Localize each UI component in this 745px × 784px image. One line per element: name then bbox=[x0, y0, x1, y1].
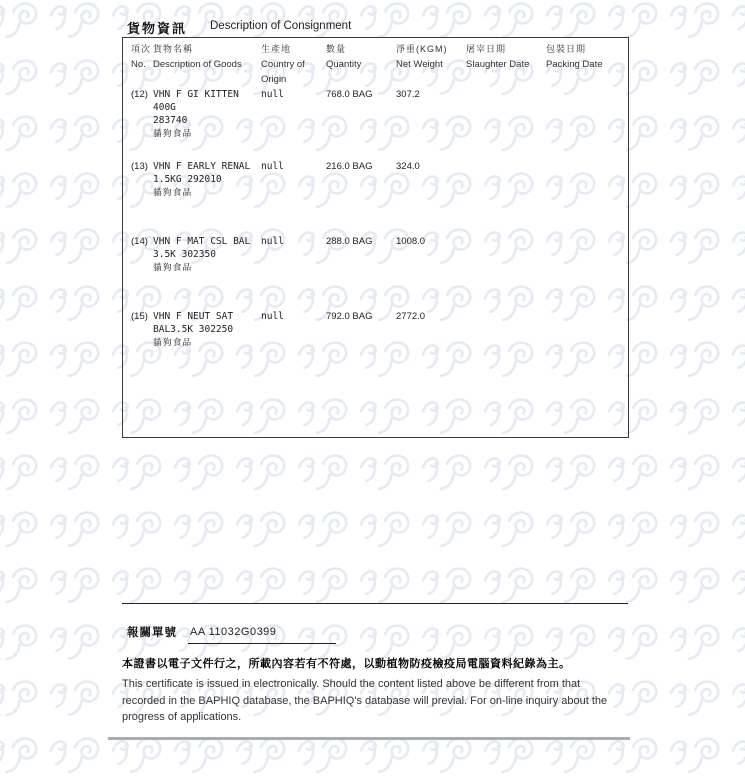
row-net-weight: 2772.0 bbox=[396, 311, 426, 322]
declaration-number-underline bbox=[188, 643, 336, 644]
row-quantity: 288.0 BAG bbox=[326, 236, 373, 247]
row-net-weight: 1008.0 bbox=[396, 236, 426, 247]
header-no bbox=[131, 43, 151, 71]
header-quantity-en: Quantity bbox=[326, 59, 362, 70]
goods-line3-zh: 貓狗食品 bbox=[153, 129, 193, 139]
row-net-weight: 307.2 bbox=[396, 89, 420, 100]
section-title-zh: 貨物資訊 bbox=[127, 21, 188, 36]
goods-line1: VHN F MAT CSL BAL bbox=[153, 236, 251, 247]
row-origin: null bbox=[261, 236, 284, 247]
header-net-weight bbox=[396, 43, 464, 71]
header-net-weight-en: Net Weight bbox=[396, 59, 443, 70]
row-goods bbox=[153, 235, 258, 275]
declaration-number-value: AA 11032G0399 bbox=[190, 626, 277, 638]
row-goods bbox=[153, 160, 258, 200]
notice-zh: 本證書以電子文件行之，所載內容若有不符處，以動植物防疫檢疫局電腦資料紀錄為主。 bbox=[122, 658, 571, 670]
row-origin: null bbox=[261, 161, 284, 172]
header-quantity-zh: 數量 bbox=[326, 44, 347, 54]
header-packing-date-en: Packing Date bbox=[546, 59, 603, 70]
header-goods bbox=[153, 43, 258, 71]
header-slaughter-date-en: Slaughter Date bbox=[466, 59, 530, 70]
goods-line1: VHN F GI KITTEN 400G bbox=[153, 89, 239, 113]
header-origin bbox=[261, 43, 323, 86]
header-packing-date bbox=[546, 43, 622, 71]
table-row bbox=[123, 310, 626, 370]
header-slaughter-date bbox=[466, 43, 544, 71]
goods-line2: BAL3.5K 302250 bbox=[153, 324, 234, 335]
goods-line2: 283740 bbox=[153, 115, 188, 126]
table-row bbox=[123, 160, 626, 220]
header-net-weight-zh: 淨重(KGM) bbox=[396, 44, 448, 54]
goods-line3-zh: 貓狗食品 bbox=[153, 263, 193, 273]
header-origin-en-line1: Country of bbox=[261, 59, 305, 70]
goods-line2: 3.5K 302350 bbox=[153, 249, 216, 260]
header-packing-date-zh: 包裝日期 bbox=[546, 44, 587, 54]
row-no: (12) bbox=[131, 89, 148, 100]
row-goods bbox=[153, 310, 258, 350]
page-bottom-rule bbox=[108, 737, 630, 740]
row-no: (13) bbox=[131, 161, 148, 172]
row-quantity: 216.0 BAG bbox=[326, 161, 373, 172]
header-goods-zh: 貨物名稱 bbox=[153, 44, 194, 54]
header-origin-zh: 生產地 bbox=[261, 44, 292, 54]
header-no-zh: 項次 bbox=[131, 44, 152, 54]
footer-top-rule bbox=[122, 603, 628, 604]
row-goods bbox=[153, 88, 258, 141]
row-quantity: 792.0 BAG bbox=[326, 311, 373, 322]
table-row bbox=[123, 235, 626, 295]
header-quantity bbox=[326, 43, 394, 71]
header-slaughter-date-zh: 屠宰日期 bbox=[466, 44, 507, 54]
row-no: (14) bbox=[131, 236, 148, 247]
consignment-table bbox=[122, 37, 629, 438]
header-origin-en-line2: Origin bbox=[261, 74, 287, 85]
goods-line3-zh: 貓狗食品 bbox=[153, 338, 193, 348]
table-row bbox=[123, 88, 626, 148]
header-goods-en: Description of Goods bbox=[153, 59, 242, 70]
goods-line1: VHN F NEUT SAT bbox=[153, 311, 234, 322]
row-net-weight: 324.0 bbox=[396, 161, 420, 172]
row-origin: null bbox=[261, 89, 284, 100]
row-origin: null bbox=[261, 311, 284, 322]
notice-en: This certificate is issued in electronically. Should the content listed above be different from that recorded in the BAPHIQ database, the BAPHIQ's database will previal. For on-line inquiry about the progress of applications. bbox=[122, 678, 608, 723]
row-no: (15) bbox=[131, 311, 148, 322]
header-no-en: No. bbox=[131, 59, 146, 70]
goods-line3-zh: 貓狗食品 bbox=[153, 188, 193, 198]
goods-line1: VHN F EARLY RENAL bbox=[153, 161, 251, 172]
row-quantity: 768.0 BAG bbox=[326, 89, 373, 100]
declaration-number-label: 報關單號 bbox=[127, 627, 177, 639]
goods-line2: 1.5KG 292010 bbox=[153, 174, 222, 185]
section-title-en: Description of Consignment bbox=[210, 20, 352, 32]
